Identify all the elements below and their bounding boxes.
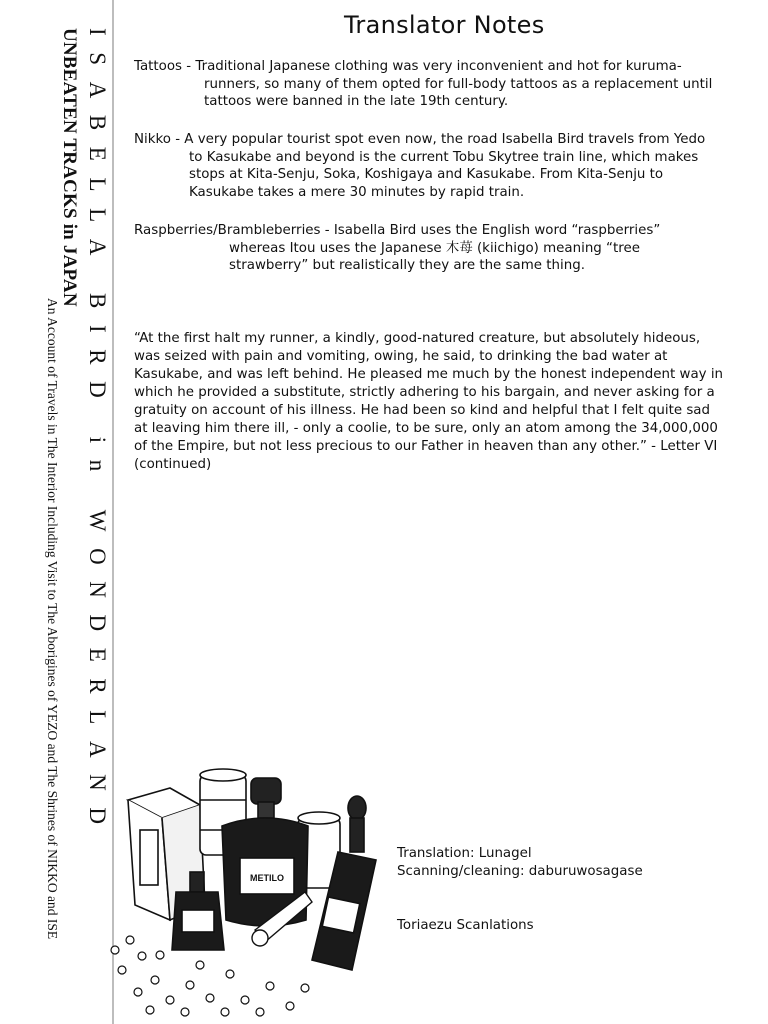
note-line: Tattoos - Traditional Japanese clothing was very inconvenient and hot for kuruma- [134,59,682,74]
letter-quote [134,330,762,474]
note-line: whereas Itou uses the Japanese 木苺 (kiichigo) meaning “tree [229,240,640,256]
note-entry-nikko [134,131,760,201]
medicine-bottles-illustration [100,760,390,1020]
credits [397,845,643,935]
quote-line: (continued) [134,457,212,472]
note-line: Nikko - A very popular tourist spot even now, the road Isabella Bird travels from Yedo [134,132,706,147]
note-entry-raspberries [134,222,760,275]
quote-line: gratuity on account of his illness. He had been so kind and helpful that I felt quite sad [134,403,711,418]
quote-line: which he provided a substitute, strictly adhering to his bargain, and never asking for a [134,385,715,400]
quote-line: at leaving him there ill, - only a coolie, to be sure, only an atom among the 34,000,000 [134,421,718,436]
note-line: strawberry” but realistically they are the same thing. [229,258,585,274]
quote-line: “At the first halt my runner, a kindly, good-natured creature, but absolutely hideous, [134,331,701,346]
note-line: tattoos were banned in the late 19th century. [204,94,509,110]
scanning-credit: Scanning/cleaning: daburuwosagase [397,864,643,879]
note-line: stops at Kita-Senju, Soka, Koshigaya and Kasukabe. From Kita-Senju to [189,167,664,183]
translation-credit: Translation: Lunagel [397,846,532,861]
note-line: to Kasukabe and beyond is the current Tobu Skytree train line, which makes [189,149,699,165]
spine-series-title: ISABELLA BIRD in WONDERLAND [85,28,110,841]
note-entry-tattoos [134,58,760,111]
spine-book-title: UNBEATEN TRACKS in JAPAN [59,28,80,307]
quote-line: was seized with pain and vomiting, owing, he said, to drinking the bad water at [134,349,668,364]
page-title: Translator Notes [344,11,545,39]
note-line: Kasukabe takes a mere 30 minutes by rapid train. [189,184,525,200]
bottle-label-text: METILO [250,873,284,883]
spine-subtitle: An Account of Travels in The Interior Including Visit to The Aborigines of YEZO and The Shrines of NIKKO and ISE [45,298,60,940]
note-line: Raspberries/Brambleberries - Isabella Bird uses the English word “raspberries” [134,223,661,238]
note-line: runners, so many of them opted for full-body tattoos as a replacement until [204,76,713,92]
scanlation-group: Toriaezu Scanlations [397,918,534,933]
quote-line: of the Empire, but not less precious to our Father in heaven than any other.” - Letter VI [134,439,718,454]
quote-line: Kasukabe, and was left behind. He pleased me much by the honest independent way in [134,367,724,382]
